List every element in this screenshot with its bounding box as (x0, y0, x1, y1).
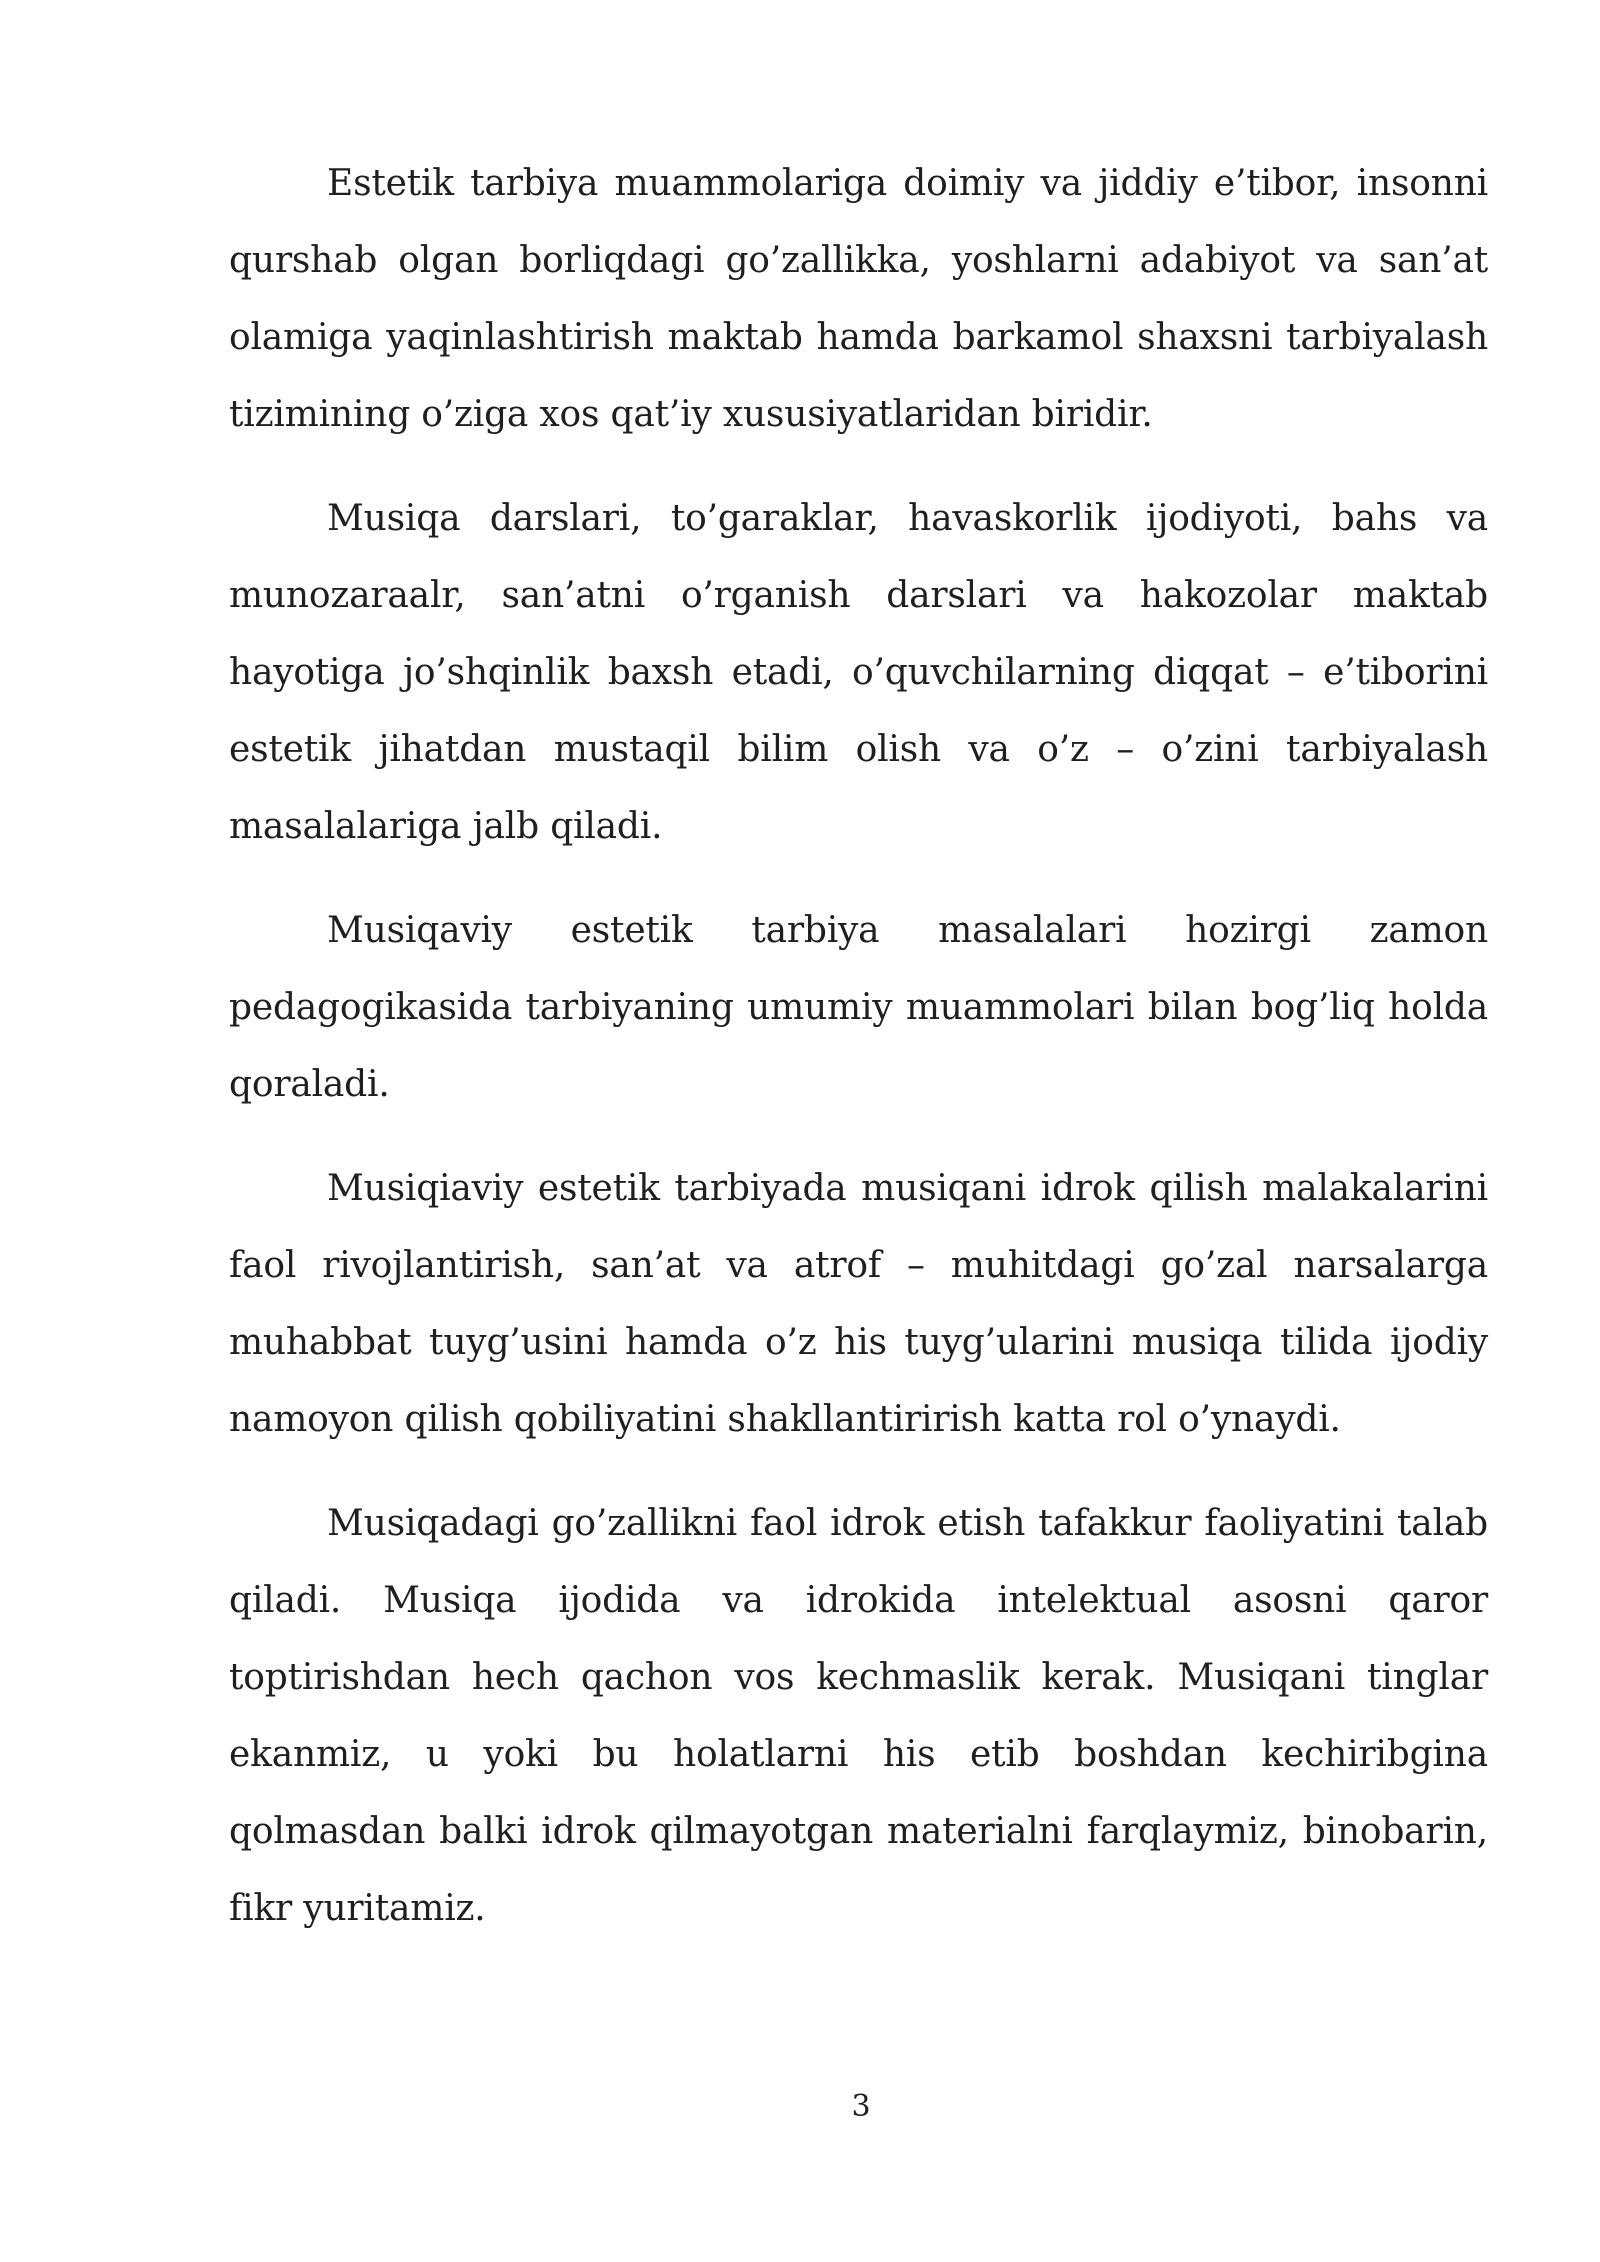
paragraph-2: Musiqa darslari, to’garaklar, havaskorlik ijodiyoti, bahs va munozaraalr, san’atni o’rganish darslari va hakozolar maktab hayotiga jo’shqinlik baxsh etadi, o’quvchilarning diqqat – e’tiborini estetik jihatdan mustaqil bilim olish va o’z – o’zini tarbiyalash masalalariga jalb qiladi. (229, 498, 1488, 847)
paragraph-1: Estetik tarbiya muammolariga doimiy va jiddiy e’tibor, insonni qurshab olgan borliqdagi go’zallikka, yoshlarni adabiyot va san’at olamiga yaqinlashtirish maktab hamda barkamol shaxsni tarbiyalash tizimining o’ziga xos qat’iy xususiyatlaridan biridir. (229, 163, 1488, 435)
paragraph-4: Musiqiaviy estetik tarbiyada musiqani idrok qilish malakalarini faol rivojlantirish, san’at va atrof – muhitdagi go’zal narsalarga muhabbat tuyg’usini hamda o’z his tuyg’ularini musiqa tilida ijodiy namoyon qilish qobiliyatini shakllantirirish katta rol o’ynaydi. (229, 1168, 1488, 1440)
paragraph-3: Musiqaviy estetik tarbiya masalalari hozirgi zamon pedagogikasida tarbiyaning umumiy muammolari bilan bog’liq holda qoraladi. (229, 910, 1488, 1105)
paragraph-5: Musiqadagi go’zallikni faol idrok etish tafakkur faoliyatini talab qiladi. Musiqa ijodida va idrokida intelektual asosni qaror toptirishdan hech qachon vos kechmaslik kerak. Musiqani tinglar ekanmiz, u yoki bu holatlarni his etib boshdan kechiribgina qolmasdan balki idrok qilmayotgan materialni farqlaymiz, binobarin, fikr yuritamiz. (229, 1503, 1488, 1929)
page-body (229, 145, 1488, 1974)
page-number: 3 (851, 2089, 871, 2124)
